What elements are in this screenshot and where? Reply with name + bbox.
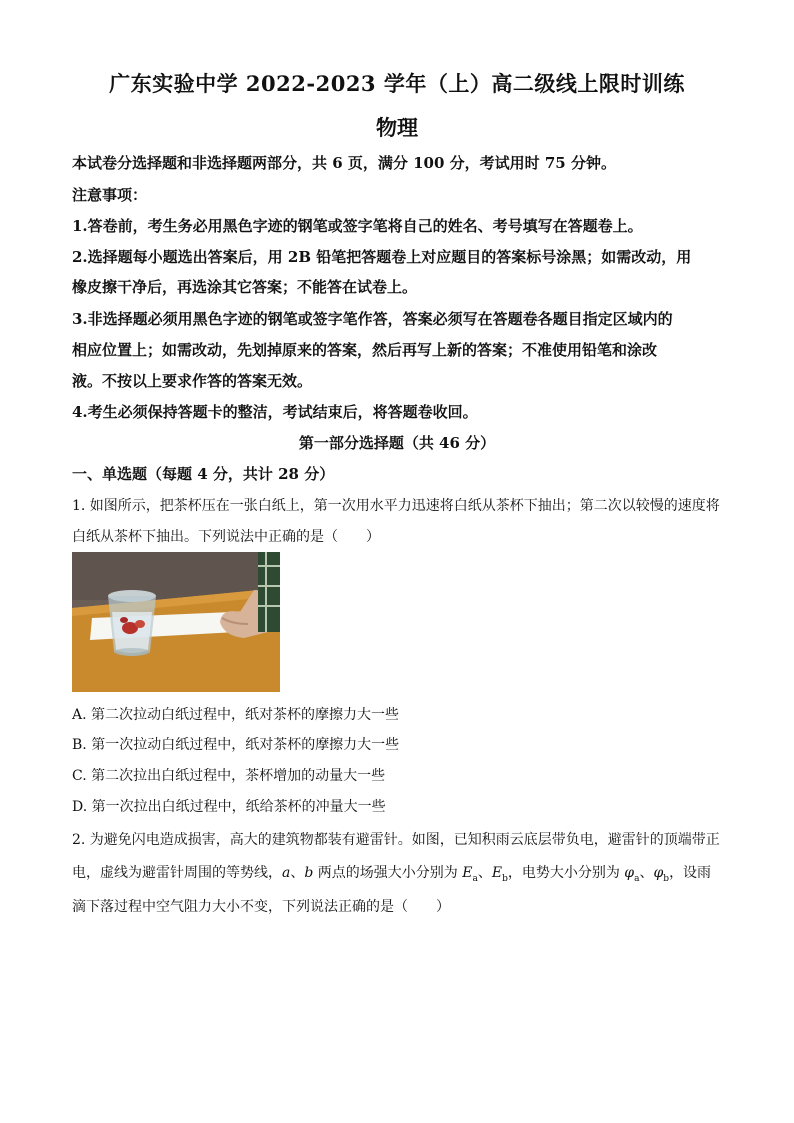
stem-text: 两点的场强大小分别为 <box>313 865 463 881</box>
separator: 、 <box>477 865 492 881</box>
subscript-b: b <box>663 873 670 884</box>
notice-heading: 注意事项： <box>72 186 148 204</box>
exam-title: 广东实验中学 2022-2023 学年（上）高二级线上限时训练 <box>109 71 685 96</box>
potential-symbol: φ <box>624 865 635 881</box>
intro-text: 本试卷分选择题和非选择题两部分，共 6 页，满分 100 分，考试用时 75 分钟。 <box>72 154 616 172</box>
question-1-option-c: C. 第二次拉出白纸过程中，茶杯增加的动量大一些 <box>72 768 386 784</box>
stem-text: ，电势大小分别为 <box>507 865 625 881</box>
subscript-a: a <box>472 873 478 884</box>
field-symbol: E <box>491 865 503 881</box>
notice-item: 2.选择题每小题选出答案后，用 2B 铅笔把答题卷上对应题目的答案标号涂黑；如需改动，用 <box>72 248 692 266</box>
notice-item: 橡皮擦干净后，再选涂其它答案；不能答在试卷上。 <box>72 278 418 296</box>
question-2-stem: 滴下落过程中空气阻力大小不变，下列说法正确的是（ ） <box>72 899 450 915</box>
notice-item: 液。不按以上要求作答的答案无效。 <box>72 372 313 390</box>
notice-item: 1.答卷前，考生务必用黑色字迹的钢笔或签字笔将自己的姓名、考号填写在答题卷上。 <box>72 217 643 235</box>
stem-text: ，设雨 <box>669 865 712 881</box>
question-2-stem: 2. 为避免闪电造成损害，高大的建筑物都装有避雷针。如图，已知积雨云底层带负电，避雷针的顶端带正 <box>72 832 720 848</box>
subscript-b: b <box>502 873 508 884</box>
point-a-label: a <box>282 865 291 881</box>
question-1-stem: 1. 如图所示，把茶杯压在一张白纸上，第一次用水平力迅速将白纸从茶杯下抽出；第二次以较慢的速度将 <box>72 498 720 514</box>
notice-item: 3.非选择题必须用黑色字迹的钢笔或签字笔作答，答案必须写在答题卷各题目指定区域内的 <box>72 310 673 328</box>
question-1-option-a: A. 第二次拉动白纸过程中，纸对茶杯的摩擦力大一些 <box>72 707 400 723</box>
stem-text: 电，虚线为避雷针周围的等势线， <box>72 865 282 881</box>
notice-item: 4.考生必须保持答题卡的整洁，考试结束后，将答题卷收回。 <box>72 403 478 421</box>
potential-symbol: φ <box>653 865 664 881</box>
separator: 、 <box>639 865 654 881</box>
part-heading: 第一部分选择题（共 46 分） <box>298 434 496 452</box>
question-1-stem: 白纸从茶杯下抽出。下列说法中正确的是（ ） <box>72 529 380 545</box>
question-1-option-d: D. 第一次拉出白纸过程中，纸给茶杯的冲量大一些 <box>72 799 386 815</box>
subscript-a: a <box>634 873 640 884</box>
point-b-label: b <box>304 865 314 881</box>
question-2-stem <box>72 862 732 884</box>
question-1-option-b: B. 第一次拉动白纸过程中，纸对茶杯的摩擦力大一些 <box>72 737 400 753</box>
subject-title: 物理 <box>376 115 418 140</box>
question-1-photo <box>72 552 280 692</box>
notice-item: 相应位置上；如需改动，先划掉原来的答案，然后再写上新的答案；不准使用铅笔和涂改 <box>72 341 658 359</box>
separator: 、 <box>290 865 305 881</box>
section-heading: 一、单选题（每题 4 分，共计 28 分） <box>72 465 335 483</box>
field-symbol: E <box>462 865 473 881</box>
